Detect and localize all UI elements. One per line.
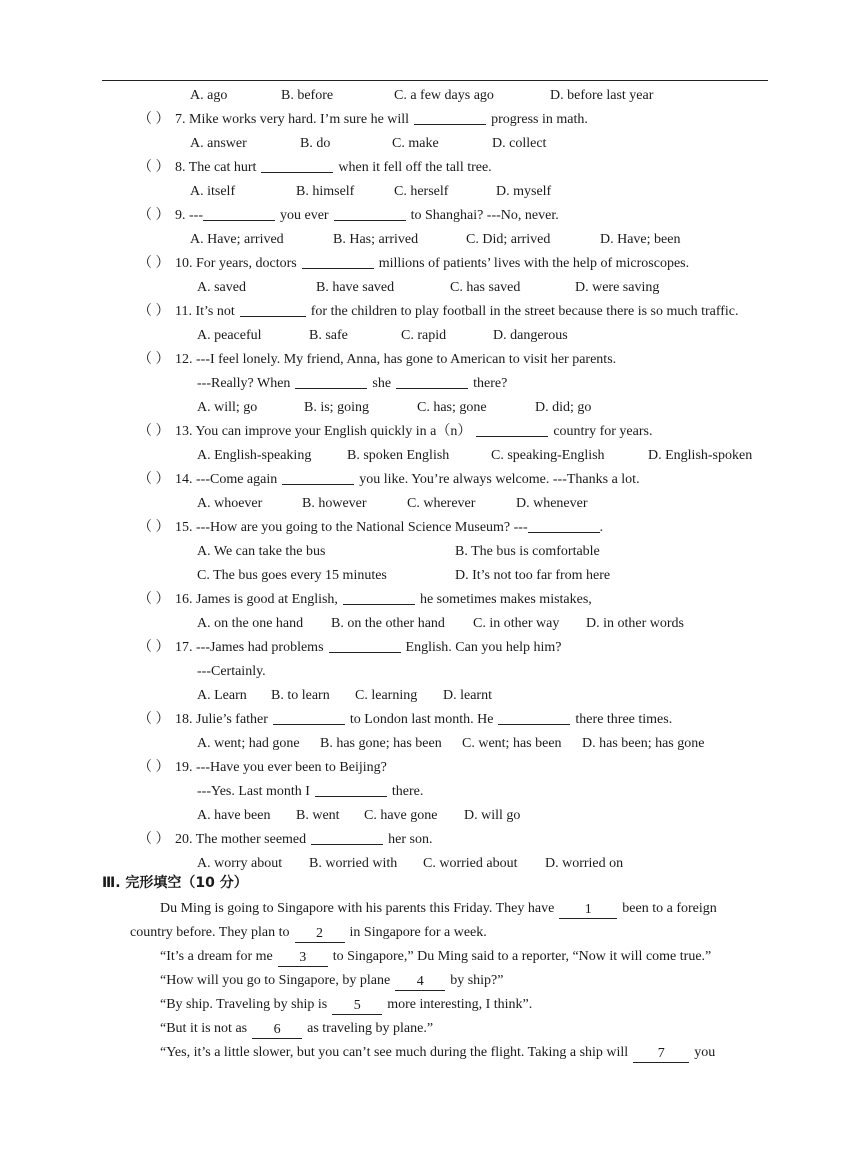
answer-blank [273, 708, 345, 725]
answer-blank [396, 372, 468, 389]
option-d: D. in other words [586, 616, 684, 631]
cloze-blank-4: 4 [395, 973, 445, 991]
option-c: C. a few days ago [394, 88, 494, 103]
option-c: C. has saved [450, 280, 521, 295]
option-c: C. has; gone [417, 400, 487, 415]
option-c: C. in other way [473, 616, 560, 631]
answer-paren: （ ） [138, 520, 170, 535]
option-b: B. went [296, 808, 340, 823]
question-12-line2: ---Really? When she there? [197, 372, 507, 396]
header-rule [102, 80, 768, 81]
answer-paren: （ ） [138, 160, 170, 175]
question-stem: 18. Julie’s father to London last month. He there three times. [175, 708, 672, 732]
answer-blank [240, 300, 306, 317]
option-b: B. to learn [271, 688, 330, 703]
option-c: C. worried about [423, 856, 518, 871]
answer-paren: （ ） [138, 256, 170, 271]
option-d: D. whenever [516, 496, 588, 511]
option-b: B. Has; arrived [333, 232, 419, 247]
option-b: B. spoken English [347, 448, 450, 463]
option-d: D. has been; has gone [582, 736, 705, 751]
answer-paren: （ ） [138, 304, 170, 319]
cloze-blank-3: 3 [278, 949, 328, 967]
option-a: A. peaceful [197, 328, 262, 343]
option-b: B. before [281, 88, 334, 103]
answer-paren: （ ） [138, 352, 170, 367]
cloze-blank-2: 2 [295, 925, 345, 943]
option-c: C. learning [355, 688, 418, 703]
answer-paren: （ ） [138, 640, 170, 655]
question-stem: 9. --- you ever to Shanghai? ---No, never. [175, 204, 559, 228]
option-c: C. speaking-English [491, 448, 605, 463]
answer-paren: （ ） [138, 592, 170, 607]
option-a: A. Have; arrived [190, 232, 284, 247]
question-stem: 13. You can improve your English quickly in a（n） country for years. [175, 420, 652, 444]
cloze-line-1: Du Ming is going to Singapore with his parents this Friday. They have 1 been to a foreign [160, 901, 717, 917]
answer-blank [311, 828, 383, 845]
cloze-line-7: “Yes, it’s a little slower, but you can’t see much during the flight. Taking a ship will 7 you [160, 1045, 716, 1061]
question-stem: 15. ---How are you going to the National Science Museum? --- . [175, 516, 603, 540]
answer-blank [498, 708, 570, 725]
question-stem: 20. The mother seemed her son. [175, 828, 432, 852]
option-d: D. were saving [575, 280, 660, 295]
option-b: B. have saved [316, 280, 395, 295]
option-d: D. worried on [545, 856, 624, 871]
question-stem: 19. ---Have you ever been to Beijing? [175, 760, 387, 775]
question-stem: 8. The cat hurt when it fell off the tall tree. [175, 156, 492, 180]
option-b: B. has gone; has been [320, 736, 442, 751]
option-b: B. on the other hand [331, 616, 445, 631]
option-b: B. however [302, 496, 367, 511]
answer-blank [315, 780, 387, 797]
cloze-blank-5: 5 [332, 997, 382, 1015]
question-stem: 7. Mike works very hard. I’m sure he will progress in math. [175, 108, 588, 132]
option-c: C. The bus goes every 15 minutes [197, 568, 387, 583]
answer-blank [203, 204, 275, 221]
option-a: A. whoever [197, 496, 263, 511]
option-a: A. on the one hand [197, 616, 304, 631]
option-a: A. will; go [197, 400, 258, 415]
option-a: A. went; had gone [197, 736, 300, 751]
question-19-line2: ---Yes. Last month I there. [197, 780, 423, 804]
option-b: B. do [300, 136, 331, 151]
option-b: B. worried with [309, 856, 398, 871]
cloze-blank-6: 6 [252, 1021, 302, 1039]
option-b: B. The bus is comfortable [455, 544, 600, 559]
option-c: C. have gone [364, 808, 438, 823]
option-d: D. It’s not too far from here [455, 568, 611, 583]
cloze-blank-7: 7 [633, 1045, 689, 1063]
question-stem: 10. For years, doctors millions of patients’ lives with the help of microscopes. [175, 252, 689, 276]
cloze-line-5: “By ship. Traveling by ship is 5 more interesting, I think”. [160, 997, 533, 1013]
option-a: A. English-speaking [197, 448, 312, 463]
answer-blank [476, 420, 548, 437]
cloze-line-2: country before. They plan to 2 in Singapore for a week. [130, 925, 487, 941]
option-d: D. myself [496, 184, 552, 199]
option-c: C. rapid [401, 328, 447, 343]
option-a: A. itself [190, 184, 236, 199]
option-a: A. worry about [197, 856, 283, 871]
answer-blank [414, 108, 486, 125]
question-stem: 11. It’s not for the children to play football in the street because there is so much traffic. [175, 300, 739, 324]
answer-paren: （ ） [138, 832, 170, 847]
option-c: C. went; has been [462, 736, 562, 751]
option-c: C. Did; arrived [466, 232, 551, 247]
cloze-line-4: “How will you go to Singapore, by plane 4 by ship?” [160, 973, 504, 989]
option-c: C. herself [394, 184, 449, 199]
answer-paren: （ ） [138, 208, 170, 223]
cloze-blank-1: 1 [559, 901, 617, 919]
cloze-line-3: “It’s a dream for me 3 to Singapore,” Du Ming said to a reporter, “Now it will come true.” [160, 949, 712, 965]
question-stem: 14. ---Come again you like. You’re always welcome. ---Thanks a lot. [175, 468, 640, 492]
option-c: C. make [392, 136, 439, 151]
option-a: A. have been [197, 808, 271, 823]
option-d: D. will go [464, 808, 521, 823]
answer-paren: （ ） [138, 712, 170, 727]
question-stem: 16. James is good at English, he sometimes makes mistakes, [175, 588, 592, 612]
cloze-line-6: “But it is not as 6 as traveling by plane.” [160, 1021, 434, 1037]
answer-blank [334, 204, 406, 221]
option-a: A. ago [190, 88, 228, 103]
question-17-line2: ---Certainly. [197, 664, 266, 679]
option-a: A. Learn [197, 688, 247, 703]
answer-blank [261, 156, 333, 173]
answer-paren: （ ） [138, 472, 170, 487]
option-b: B. himself [296, 184, 355, 199]
option-c: C. wherever [407, 496, 476, 511]
option-d: D. learnt [443, 688, 492, 703]
option-d: D. English-spoken [648, 448, 753, 463]
option-a: A. saved [197, 280, 246, 295]
option-d: D. before last year [550, 88, 654, 103]
option-d: D. Have; been [600, 232, 681, 247]
answer-paren: （ ） [138, 760, 170, 775]
answer-blank [282, 468, 354, 485]
answer-blank [302, 252, 374, 269]
option-a: A. We can take the bus [197, 544, 326, 559]
section-heading: Ⅲ. 完形填空（10 分） [102, 875, 248, 891]
question-stem: 17. ---James had problems English. Can you help him? [175, 636, 561, 660]
option-d: D. collect [492, 136, 547, 151]
answer-paren: （ ） [138, 424, 170, 439]
answer-blank [343, 588, 415, 605]
question-stem: 12. ---I feel lonely. My friend, Anna, has gone to American to visit her parents. [175, 352, 617, 367]
option-a: A. answer [190, 136, 247, 151]
option-d: D. dangerous [493, 328, 568, 343]
option-d: D. did; go [535, 400, 592, 415]
answer-blank [528, 516, 600, 533]
option-b: B. safe [309, 328, 348, 343]
answer-blank [329, 636, 401, 653]
answer-paren: （ ） [138, 112, 170, 127]
answer-blank [295, 372, 367, 389]
option-b: B. is; going [304, 400, 369, 415]
